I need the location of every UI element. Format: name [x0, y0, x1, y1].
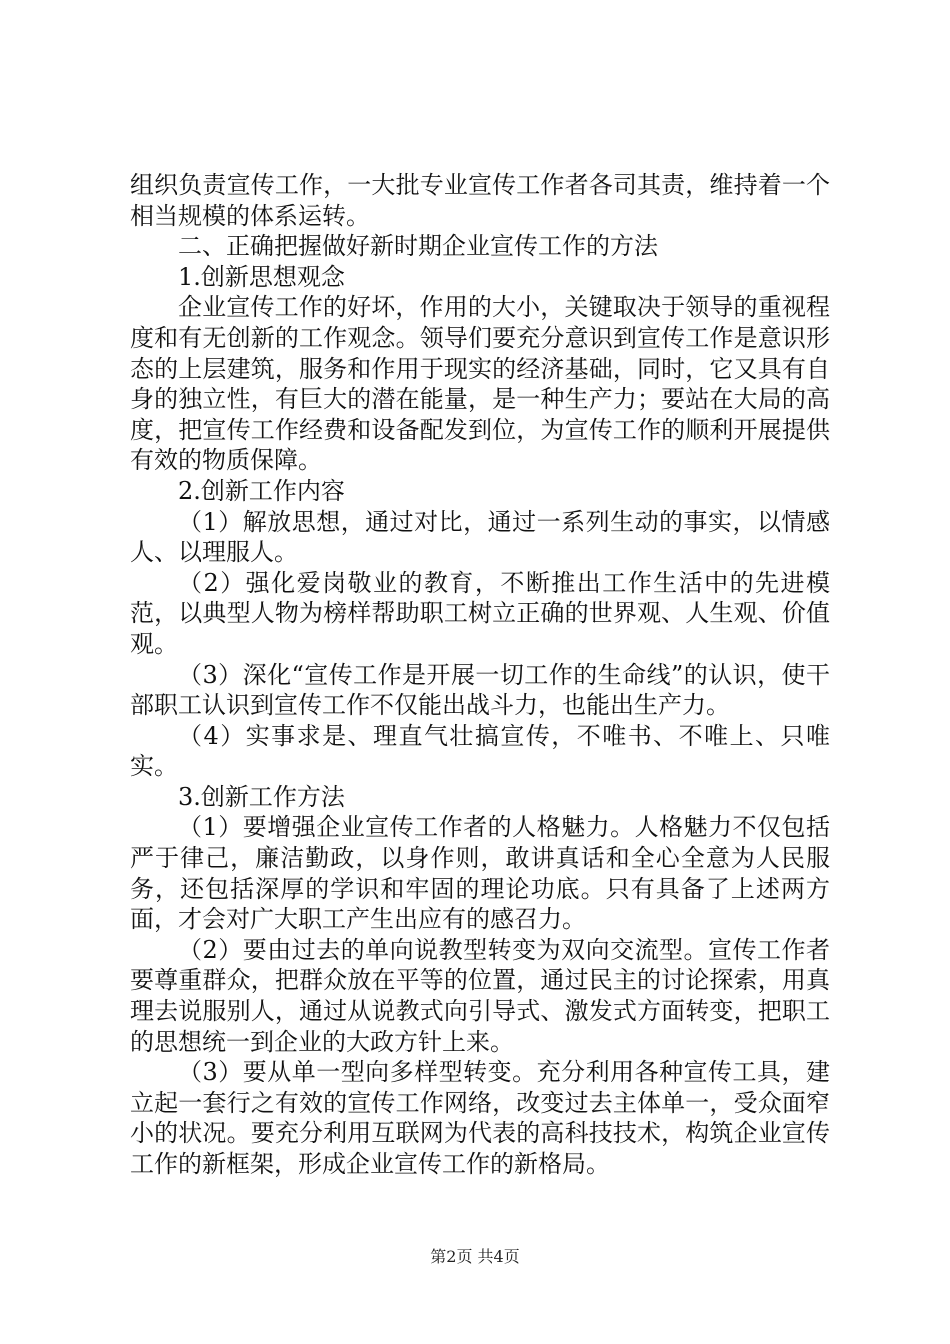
list-item: （3）深化“宣传工作是开展一切工作的生命线”的认识，使干部职工认识到宣传工作不仅能出战斗力，也能出生产力。: [130, 660, 830, 720]
section-heading: 二、正确把握做好新时期企业宣传工作的方法: [178, 232, 658, 261]
list-item: （2）强化爱岗敬业的教育，不断推出工作生活中的先进模范，以典型人物为榜样帮助职工树立正确的世界观、人生观、价值观。: [130, 568, 830, 658]
paragraph-continuation: 组织负责宣传工作，一大批专业宣传工作者各司其责，维持着一个相当规模的体系运转。: [130, 171, 830, 230]
list-item: （4）实事求是、理直气壮搞宣传，不唯书、不唯上、只唯实。: [130, 721, 830, 781]
subsection-heading: 1.创新思想观念: [178, 262, 345, 291]
list-item: （3）要从单一型向多样型转变。充分利用各种宣传工具，建立起一套行之有效的宣传工作网络，改变过去主体单一，受众面窄小的状况。要充分利用互联网为代表的高科技技术，构筑企业宣传工作的新框架，形成企业宣传工作的新格局。: [130, 1058, 830, 1178]
document-body: [130, 170, 830, 1180]
list-item: （2）要由过去的单向说教型转变为双向交流型。宣传工作者要尊重群众，把群众放在平等的位置，通过民主的讨论探索，用真理去说服别人，通过从说教式向引导式、激发式方面转变，把职工的思想统一到企业的大政方针上来。: [130, 935, 830, 1056]
list-item: （1）解放思想，通过对比，通过一系列生动的事实，以情感人、以理服人。: [130, 507, 830, 567]
subsection-heading: 2.创新工作内容: [178, 476, 345, 505]
paragraph: 企业宣传工作的好坏，作用的大小，关键取决于领导的重视程度和有无创新的工作观念。领导们要充分意识到宣传工作是意识形态的上层建筑，服务和作用于现实的经济基础，同时，它又具有自身的独立性，有巨大的潜在能量，是一种生产力；要站在大局的高度，把宣传工作经费和设备配发到位，为宣传工作的顺利开展提供有效的物质保障。: [130, 293, 830, 475]
list-item: （1）要增强企业宣传工作者的人格魅力。人格魅力不仅包括严于律己，廉洁勤政，以身作则，敢讲真话和全心全意为人民服务，还包括深厚的学识和牢固的理论功底。只有具备了上述两方面，才会对广大职工产生出应有的感召力。: [130, 813, 830, 934]
page-footer: [0, 1244, 950, 1267]
subsection-heading: 3.创新工作方法: [178, 782, 345, 811]
page-number: 第2页 共4页: [430, 1247, 520, 1266]
